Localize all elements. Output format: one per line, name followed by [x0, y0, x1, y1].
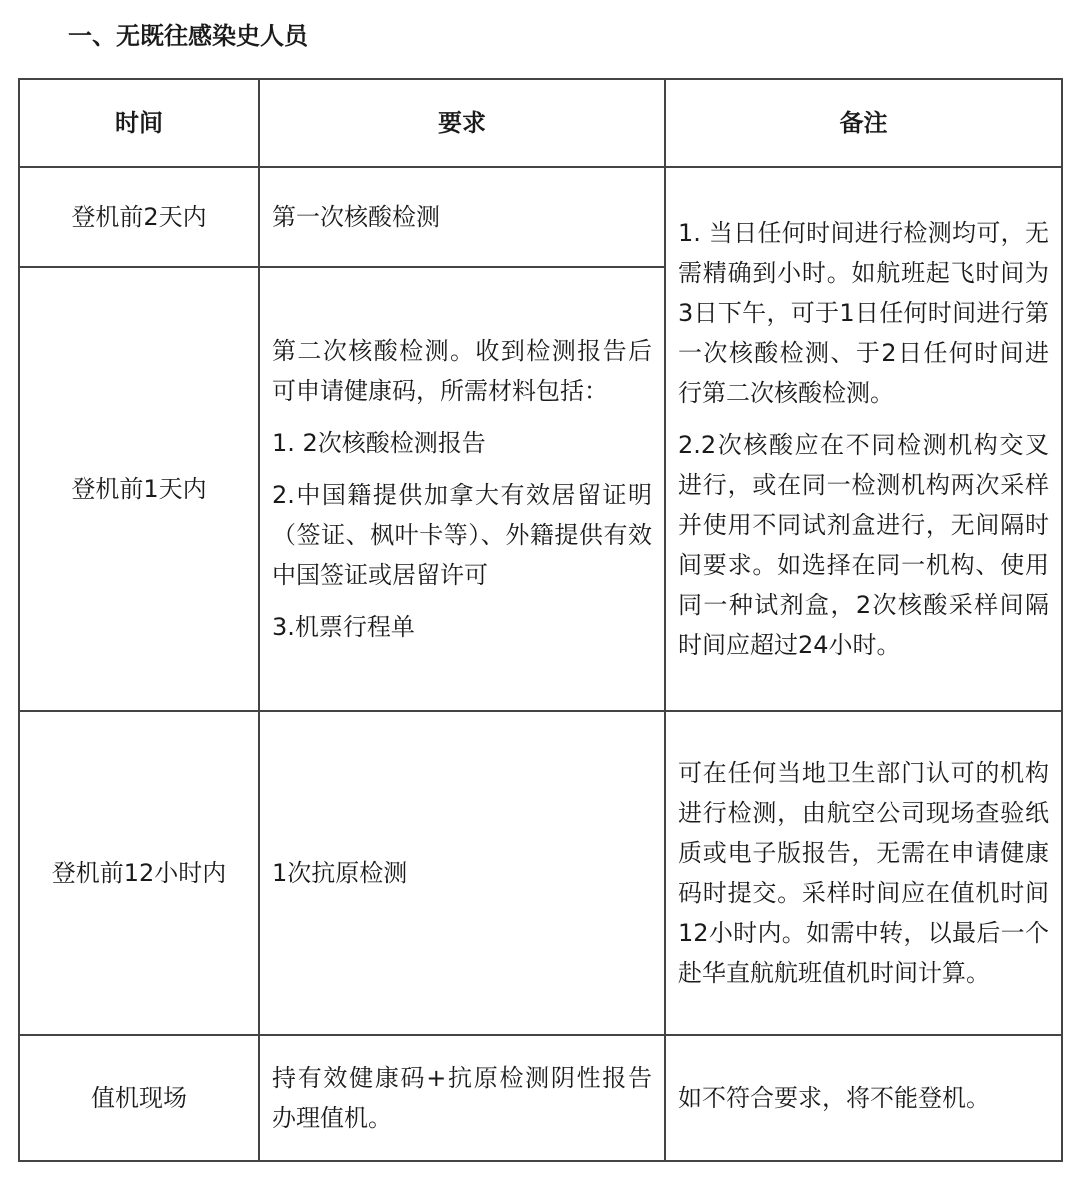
requirement-cell: [259, 167, 665, 267]
time-cell: 登机前12小时内: [19, 711, 259, 1035]
note-cell: [665, 1035, 1062, 1161]
note-text: 2.2次核酸应在不同检测机构交叉进行，或在同一检测机构两次采样并使用不同试剂盒进行，无间隔时间要求。如选择在同一机构、使用同一种试剂盒，2次核酸采样间隔时间应超过24小时。: [678, 431, 1049, 659]
table-row: [19, 711, 1062, 1035]
requirement-item: 2.中国籍提供加拿大有效居留证明（签证、枫叶卡等）、外籍提供有效中国签证或居留许可: [272, 481, 652, 589]
requirement-cell: [259, 267, 665, 711]
requirement-text: 1次抗原检测: [272, 859, 408, 887]
table-header-row: [19, 79, 1062, 167]
table-row: [19, 167, 1062, 267]
requirements-table: [18, 78, 1063, 1162]
time-cell: 登机前2天内: [19, 167, 259, 267]
merged-note-cell: [665, 167, 1062, 711]
requirement-cell: [259, 1035, 665, 1161]
header-time: 时间: [19, 79, 259, 167]
requirement-text: 第二次核酸检测。收到检测报告后可申请健康码，所需材料包括：: [272, 337, 652, 405]
note-text: 可在任何当地卫生部门认可的机构进行检测，由航空公司现场查验纸质或电子版报告，无需在申请健康码时提交。采样时间应在值机时间12小时内。如需中转，以最后一个赴华直航航班值机时间计算。: [678, 759, 1049, 987]
note-text: 如不符合要求，将不能登机。: [678, 1084, 990, 1112]
section-title: 一、无既往感染史人员: [68, 22, 308, 50]
requirement-item: 1. 2次核酸检测报告: [272, 429, 486, 457]
header-requirement: 要求: [259, 79, 665, 167]
note-cell: [665, 711, 1062, 1035]
requirement-text: 持有效健康码+抗原检测阴性报告办理值机。: [272, 1064, 652, 1132]
table-row: [19, 1035, 1062, 1161]
note-text: 1. 当日任何时间进行检测均可，无需精确到小时。如航班起飞时间为3日下午，可于1日任何时间进行第一次核酸检测、于2日任何时间进行第二次核酸检测。: [678, 219, 1049, 407]
header-note: 备注: [665, 79, 1062, 167]
requirement-item: 3.机票行程单: [272, 613, 415, 641]
requirement-text: 第一次核酸检测: [272, 203, 440, 231]
requirement-cell: [259, 711, 665, 1035]
time-cell: 登机前1天内: [19, 267, 259, 711]
time-cell: 值机现场: [19, 1035, 259, 1161]
